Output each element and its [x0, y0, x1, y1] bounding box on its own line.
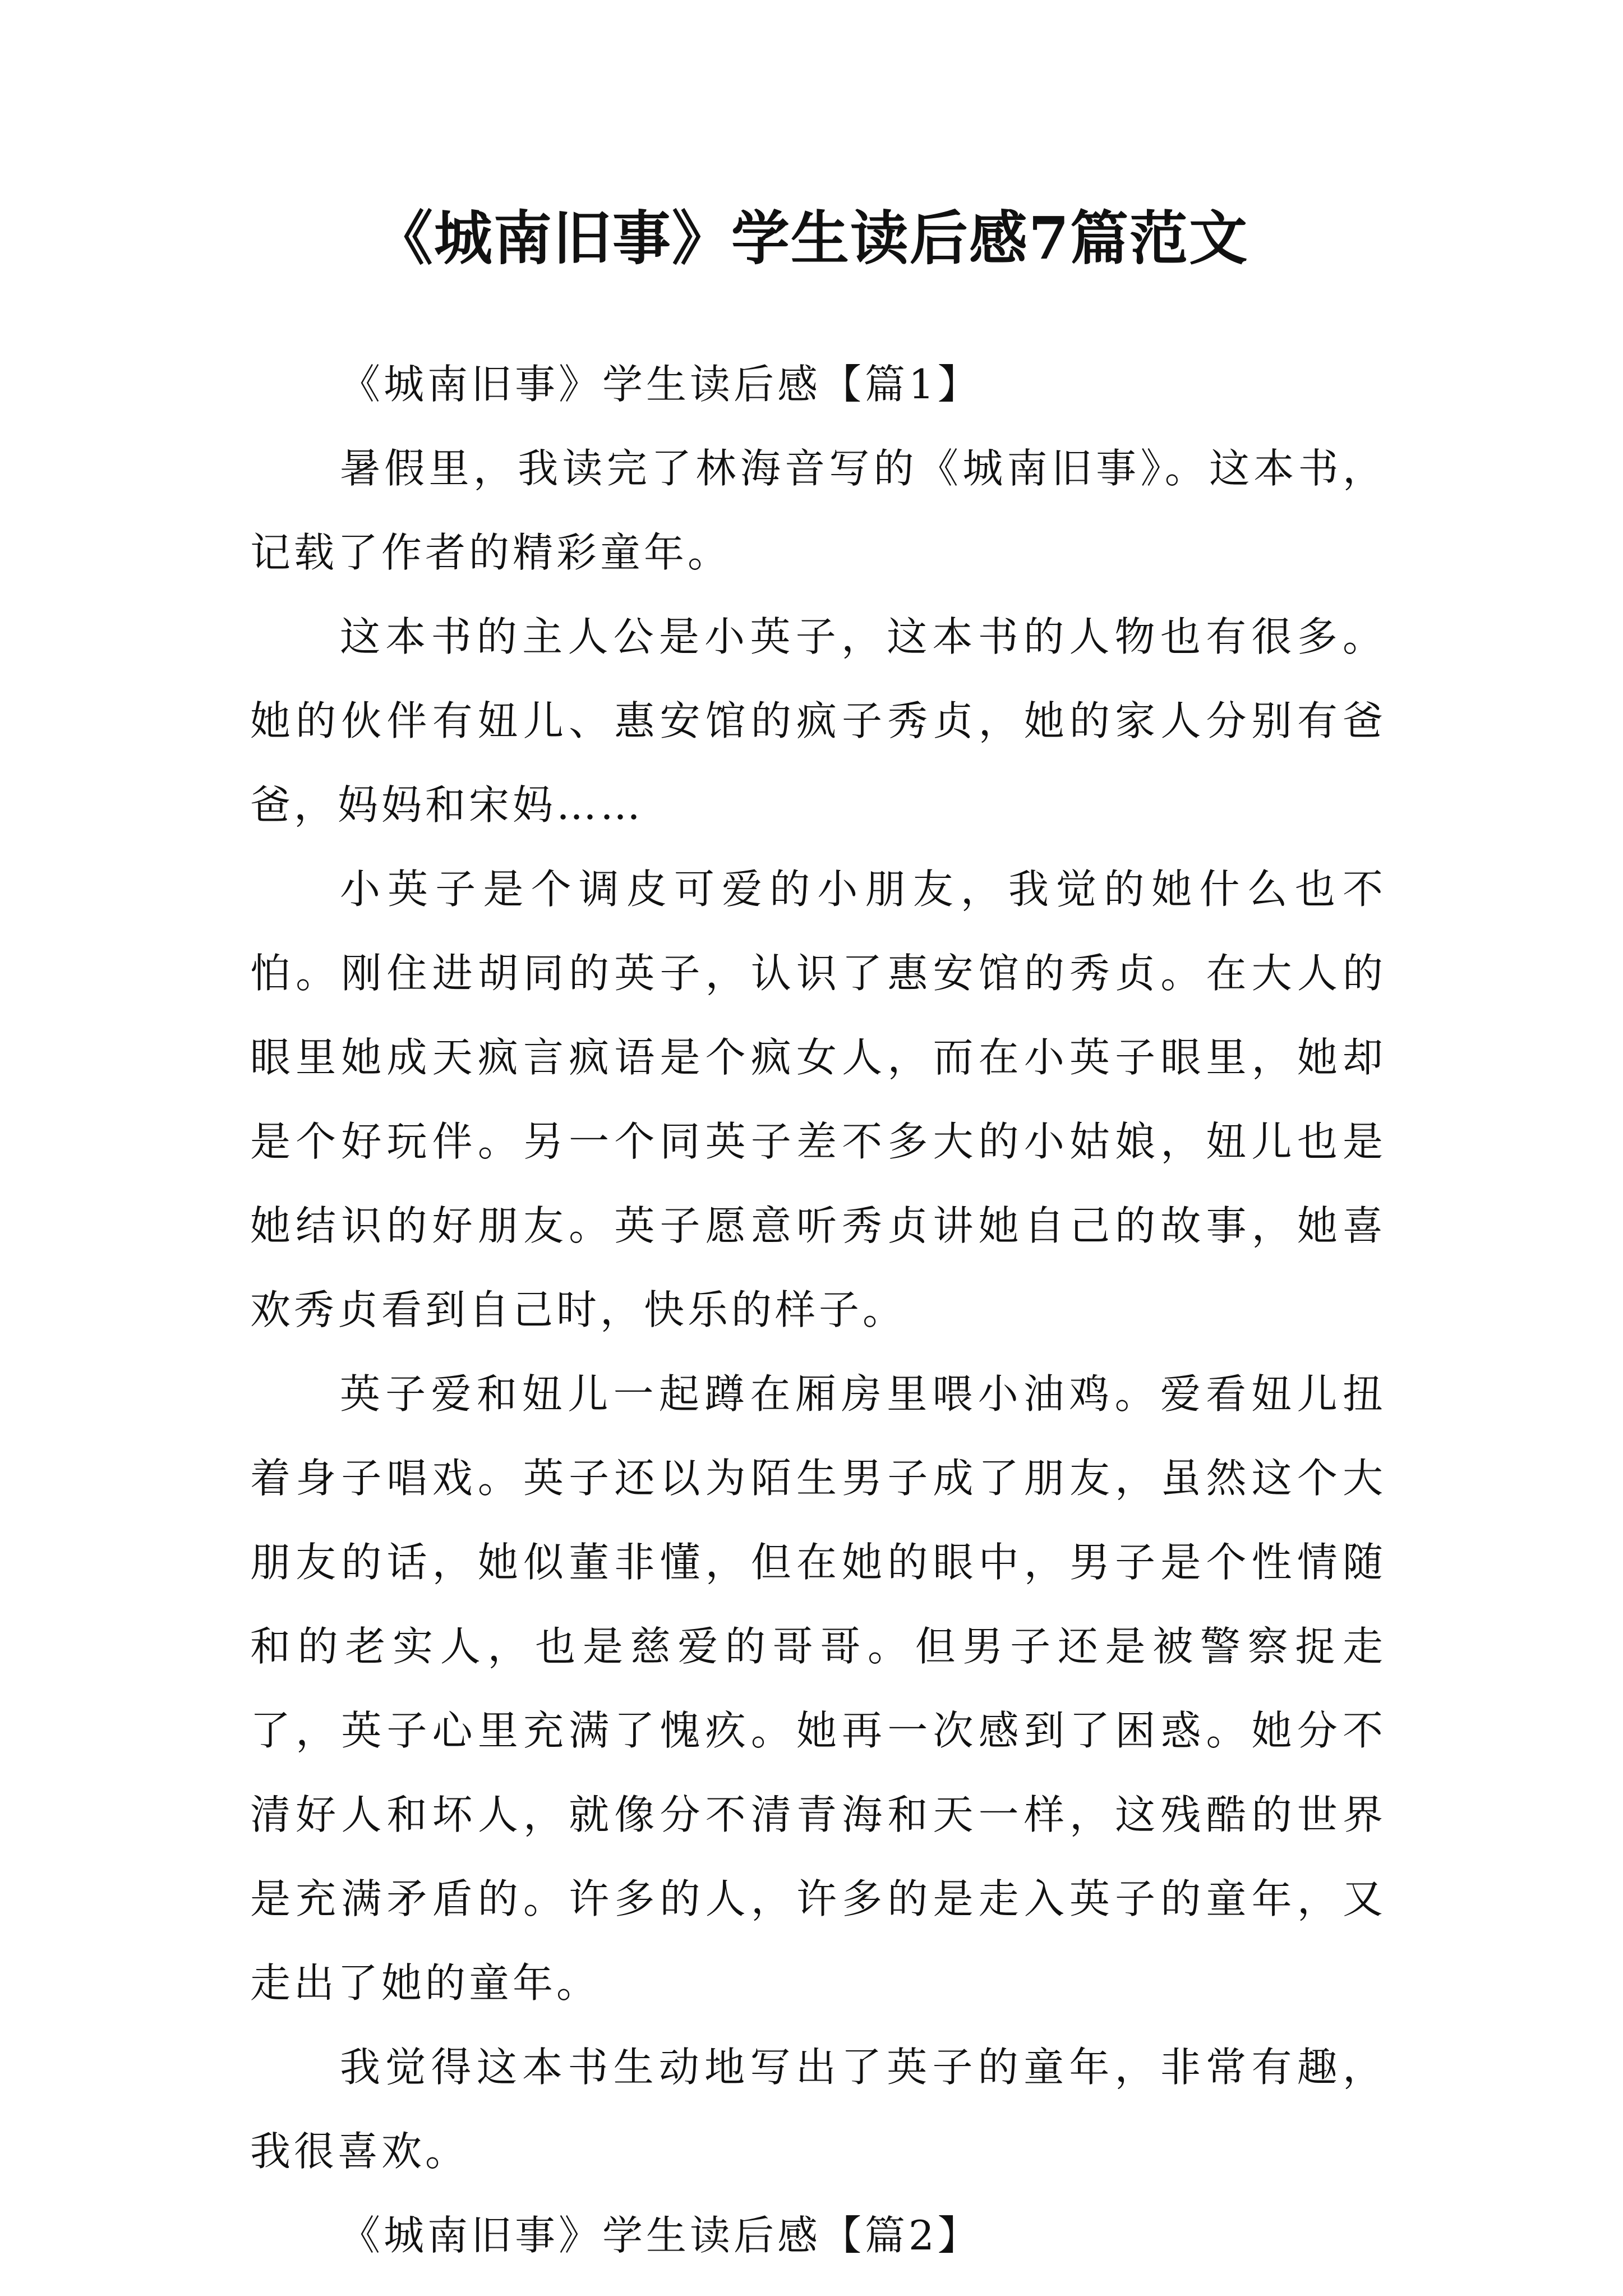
document-body: [250, 342, 1386, 2277]
paragraph: 小英子是个调皮可爱的小朋友，我觉的她什么也不怕。刚住进胡同的英子，认识了惠安馆的秀贞。在大人的眼里她成天疯言疯语是个疯女人，而在小英子眼里，她却是个好玩伴。另一个同英子差不多大的小姑娘，妞儿也是她结识的好朋友。英子愿意听秀贞讲她自己的故事，她喜欢秀贞看到自己时，快乐的样子。: [250, 866, 1386, 1333]
paragraph: 这本书的主人公是小英子，这本书的人物也有很多。她的伙伴有妞儿、惠安馆的疯子秀贞，她的家人分别有爸爸，妈妈和宋妈……: [250, 613, 1386, 829]
section-heading-2: 《城南旧事》学生读后感【篇2】: [340, 2212, 981, 2259]
paragraph: 英子爱和妞儿一起蹲在厢房里喂小油鸡。爱看妞儿扭着身子唱戏。英子还以为陌生男子成了朋友，虽然这个大朋友的话，她似董非懂，但在她的眼中，男子是个性情随和的老实人，也是慈爱的哥哥。但男子还是被警察捉走了，英子心里充满了愧疚。她再一次感到了困惑。她分不清好人和坏人，就像分不清青海和天一样，这残酷的世界是充满矛盾的。许多的人，许多的是走入英子的童年，又走出了她的童年。: [250, 1370, 1386, 2007]
paragraph: 暑假里，我读完了林海音写的《城南旧事》。这本书，记载了作者的精彩童年。: [250, 445, 1386, 576]
section-heading-1: 《城南旧事》学生读后感【篇1】: [340, 361, 981, 408]
paragraph: 我觉得这本书生动地写出了英子的童年，非常有趣，我很喜欢。: [250, 2044, 1386, 2175]
document-title: 《城南旧事》学生读后感7篇范文: [374, 204, 1249, 273]
